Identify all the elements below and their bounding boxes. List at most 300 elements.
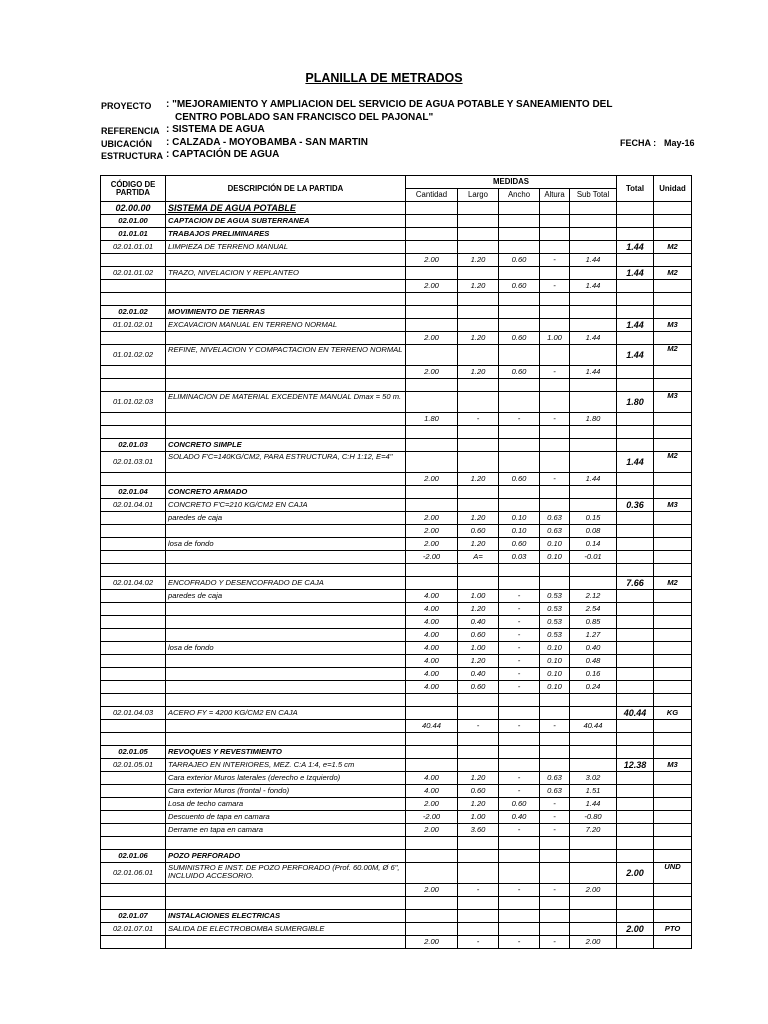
cell-total bbox=[617, 215, 654, 228]
cell-descripcion bbox=[166, 564, 406, 577]
cell-total bbox=[617, 733, 654, 746]
cell-subtotal bbox=[570, 267, 617, 280]
cell-ancho: 0.60 bbox=[499, 473, 540, 486]
cell-codigo bbox=[101, 280, 166, 293]
cell-subtotal: 1.27 bbox=[570, 629, 617, 642]
table-row bbox=[101, 642, 692, 655]
cell-codigo bbox=[101, 694, 166, 707]
cell-unidad bbox=[654, 603, 692, 616]
cell-subtotal bbox=[570, 319, 617, 332]
table-row bbox=[101, 486, 692, 499]
cell-descripcion bbox=[166, 733, 406, 746]
cell-descripcion: ENCOFRADO Y DESENCOFRADO DE CAJA bbox=[166, 577, 406, 590]
cell-cantidad: 2.00 bbox=[406, 280, 458, 293]
cell-cantidad bbox=[406, 392, 458, 413]
cell-largo: 1.20 bbox=[458, 772, 499, 785]
cell-total bbox=[617, 306, 654, 319]
cell-total bbox=[617, 254, 654, 267]
cell-unidad: M2 bbox=[654, 241, 692, 254]
cell-descripcion: TRABAJOS PRELIMINARES bbox=[166, 228, 406, 241]
cell-altura bbox=[540, 228, 570, 241]
header-largo: Largo bbox=[458, 189, 499, 202]
table-row bbox=[101, 379, 692, 392]
cell-ancho bbox=[499, 267, 540, 280]
table-row bbox=[101, 366, 692, 379]
cell-largo bbox=[458, 306, 499, 319]
cell-cantidad bbox=[406, 486, 458, 499]
cell-largo bbox=[458, 694, 499, 707]
cell-cantidad bbox=[406, 850, 458, 863]
cell-subtotal: 0.14 bbox=[570, 538, 617, 551]
cell-cantidad: 4.00 bbox=[406, 772, 458, 785]
cell-unidad: M3 bbox=[654, 759, 692, 772]
cell-codigo bbox=[101, 366, 166, 379]
cell-codigo bbox=[101, 254, 166, 267]
cell-ancho bbox=[499, 319, 540, 332]
cell-cantidad: 4.00 bbox=[406, 616, 458, 629]
cell-unidad bbox=[654, 681, 692, 694]
cell-subtotal: 0.48 bbox=[570, 655, 617, 668]
cell-largo bbox=[458, 215, 499, 228]
cell-largo bbox=[458, 228, 499, 241]
estructura-value: : CAPTACIÓN DE AGUA bbox=[166, 149, 280, 160]
table-row bbox=[101, 551, 692, 564]
cell-total bbox=[617, 746, 654, 759]
cell-unidad bbox=[654, 538, 692, 551]
cell-codigo: 02.00.00 bbox=[101, 202, 166, 215]
cell-altura bbox=[540, 707, 570, 720]
cell-total: 1.44 bbox=[617, 241, 654, 254]
cell-largo: 1.20 bbox=[458, 280, 499, 293]
cell-descripcion: SALIDA DE ELECTROBOMBA SUMERGIBLE bbox=[166, 923, 406, 936]
cell-altura bbox=[540, 486, 570, 499]
cell-cantidad: 2.00 bbox=[406, 884, 458, 897]
cell-largo: 0.60 bbox=[458, 681, 499, 694]
cell-unidad bbox=[654, 439, 692, 452]
cell-descripcion bbox=[166, 254, 406, 267]
cell-subtotal bbox=[570, 426, 617, 439]
header-descripcion: DESCRIPCIÓN DE LA PARTIDA bbox=[166, 176, 406, 202]
cell-subtotal: 2.00 bbox=[570, 936, 617, 949]
cell-total bbox=[617, 551, 654, 564]
cell-ancho: - bbox=[499, 936, 540, 949]
cell-total bbox=[617, 590, 654, 603]
cell-largo: 1.00 bbox=[458, 590, 499, 603]
cell-ancho: 0.10 bbox=[499, 512, 540, 525]
cell-subtotal: 1.44 bbox=[570, 332, 617, 345]
cell-cantidad bbox=[406, 293, 458, 306]
cell-total bbox=[617, 473, 654, 486]
cell-largo bbox=[458, 267, 499, 280]
cell-unidad bbox=[654, 215, 692, 228]
ubicacion-label: UBICACIÓN bbox=[101, 139, 152, 149]
table-row bbox=[101, 923, 692, 936]
header-subtotal: Sub Total bbox=[570, 189, 617, 202]
table-row bbox=[101, 720, 692, 733]
table-row bbox=[101, 254, 692, 267]
cell-codigo bbox=[101, 293, 166, 306]
cell-total bbox=[617, 525, 654, 538]
cell-codigo bbox=[101, 629, 166, 642]
cell-unidad: M2 bbox=[654, 345, 692, 366]
cell-descripcion bbox=[166, 936, 406, 949]
cell-unidad bbox=[654, 564, 692, 577]
cell-subtotal bbox=[570, 345, 617, 366]
cell-cantidad bbox=[406, 694, 458, 707]
cell-cantidad: 4.00 bbox=[406, 629, 458, 642]
cell-subtotal bbox=[570, 392, 617, 413]
table-row bbox=[101, 241, 692, 254]
cell-ancho bbox=[499, 379, 540, 392]
cell-unidad bbox=[654, 473, 692, 486]
cell-codigo bbox=[101, 538, 166, 551]
cell-descripcion: CAPTACION DE AGUA SUBTERRANEA bbox=[166, 215, 406, 228]
cell-altura bbox=[540, 452, 570, 473]
cell-ancho bbox=[499, 707, 540, 720]
table-row bbox=[101, 910, 692, 923]
cell-cantidad bbox=[406, 759, 458, 772]
cell-codigo: 02.01.04.02 bbox=[101, 577, 166, 590]
cell-largo bbox=[458, 910, 499, 923]
cell-codigo: 02.01.06.01 bbox=[101, 863, 166, 884]
cell-largo: 1.20 bbox=[458, 603, 499, 616]
cell-descripcion: SOLADO F'C=140KG/CM2, PARA ESTRUCTURA, C:H 1:12, E=4" bbox=[166, 452, 406, 473]
cell-descripcion: ACERO FY = 4200 KG/CM2 EN CAJA bbox=[166, 707, 406, 720]
cell-cantidad bbox=[406, 897, 458, 910]
table-row bbox=[101, 785, 692, 798]
cell-ancho bbox=[499, 392, 540, 413]
cell-descripcion bbox=[166, 694, 406, 707]
cell-subtotal bbox=[570, 850, 617, 863]
cell-altura: 0.63 bbox=[540, 512, 570, 525]
cell-total bbox=[617, 642, 654, 655]
cell-descripcion: losa de fondo bbox=[166, 642, 406, 655]
cell-total bbox=[617, 332, 654, 345]
cell-cantidad: 4.00 bbox=[406, 590, 458, 603]
cell-codigo: 02.01.05 bbox=[101, 746, 166, 759]
cell-ancho bbox=[499, 228, 540, 241]
cell-total bbox=[617, 366, 654, 379]
cell-ancho bbox=[499, 837, 540, 850]
cell-cantidad: 4.00 bbox=[406, 668, 458, 681]
cell-descripcion: Derrame en tapa en camara bbox=[166, 824, 406, 837]
cell-unidad bbox=[654, 525, 692, 538]
table-row bbox=[101, 655, 692, 668]
cell-unidad bbox=[654, 228, 692, 241]
cell-codigo bbox=[101, 936, 166, 949]
cell-subtotal: 40.44 bbox=[570, 720, 617, 733]
cell-ancho bbox=[499, 306, 540, 319]
cell-descripcion: INSTALACIONES ELECTRICAS bbox=[166, 910, 406, 923]
cell-codigo bbox=[101, 720, 166, 733]
cell-subtotal: 2.12 bbox=[570, 590, 617, 603]
cell-largo: 0.60 bbox=[458, 785, 499, 798]
table-row bbox=[101, 426, 692, 439]
cell-largo: 0.40 bbox=[458, 668, 499, 681]
cell-descripcion: Losa de techo camara bbox=[166, 798, 406, 811]
table-row bbox=[101, 616, 692, 629]
cell-codigo bbox=[101, 824, 166, 837]
cell-codigo bbox=[101, 590, 166, 603]
cell-codigo bbox=[101, 332, 166, 345]
cell-altura bbox=[540, 426, 570, 439]
cell-codigo bbox=[101, 798, 166, 811]
cell-descripcion: MOVIMIENTO DE TIERRAS bbox=[166, 306, 406, 319]
cell-ancho bbox=[499, 897, 540, 910]
cell-descripcion bbox=[166, 332, 406, 345]
cell-unidad: M2 bbox=[654, 452, 692, 473]
cell-largo bbox=[458, 426, 499, 439]
cell-largo: 1.20 bbox=[458, 538, 499, 551]
cell-ancho bbox=[499, 863, 540, 884]
cell-subtotal bbox=[570, 837, 617, 850]
cell-total bbox=[617, 681, 654, 694]
cell-unidad: KG bbox=[654, 707, 692, 720]
cell-unidad bbox=[654, 837, 692, 850]
cell-total: 12.38 bbox=[617, 759, 654, 772]
cell-ancho: 0.03 bbox=[499, 551, 540, 564]
proyecto-value-line1: : "MEJORAMIENTO Y AMPLIACION DEL SERVICIO DE AGUA POTABLE Y SANEAMIENTO DEL bbox=[166, 99, 613, 110]
cell-altura bbox=[540, 499, 570, 512]
cell-largo: - bbox=[458, 936, 499, 949]
cell-cantidad: 2.00 bbox=[406, 512, 458, 525]
cell-descripcion: TRAZO, NIVELACION Y REPLANTEO bbox=[166, 267, 406, 280]
cell-codigo bbox=[101, 785, 166, 798]
cell-subtotal bbox=[570, 923, 617, 936]
cell-ancho: - bbox=[499, 616, 540, 629]
cell-ancho bbox=[499, 486, 540, 499]
cell-altura bbox=[540, 241, 570, 254]
cell-subtotal: 1.80 bbox=[570, 413, 617, 426]
cell-ancho bbox=[499, 850, 540, 863]
cell-unidad bbox=[654, 936, 692, 949]
cell-unidad bbox=[654, 910, 692, 923]
cell-cantidad bbox=[406, 564, 458, 577]
cell-largo: 1.00 bbox=[458, 811, 499, 824]
cell-codigo bbox=[101, 616, 166, 629]
cell-altura bbox=[540, 759, 570, 772]
cell-unidad bbox=[654, 426, 692, 439]
cell-largo: - bbox=[458, 720, 499, 733]
cell-descripcion: CONCRETO SIMPLE bbox=[166, 439, 406, 452]
cell-altura: - bbox=[540, 366, 570, 379]
cell-ancho: - bbox=[499, 668, 540, 681]
cell-largo bbox=[458, 499, 499, 512]
table-row bbox=[101, 577, 692, 590]
cell-unidad bbox=[654, 884, 692, 897]
cell-codigo bbox=[101, 413, 166, 426]
cell-ancho: - bbox=[499, 629, 540, 642]
cell-ancho: - bbox=[499, 785, 540, 798]
cell-codigo bbox=[101, 426, 166, 439]
proyecto-value-line2: CENTRO POBLADO SAN FRANCISCO DEL PAJONAL" bbox=[175, 112, 434, 123]
cell-altura: 1.00 bbox=[540, 332, 570, 345]
cell-largo bbox=[458, 452, 499, 473]
cell-descripcion: SUMINISTRO E INST. DE POZO PERFORADO (Prof. 60.00M, Ø 6", INCLUIDO ACCESORIO. bbox=[166, 863, 406, 884]
cell-altura: 0.53 bbox=[540, 590, 570, 603]
cell-subtotal: 2.54 bbox=[570, 603, 617, 616]
cell-codigo: 01.01.02.02 bbox=[101, 345, 166, 366]
cell-total bbox=[617, 603, 654, 616]
cell-subtotal: 7.20 bbox=[570, 824, 617, 837]
cell-ancho bbox=[499, 577, 540, 590]
cell-codigo bbox=[101, 564, 166, 577]
cell-codigo bbox=[101, 733, 166, 746]
cell-ancho bbox=[499, 293, 540, 306]
cell-descripcion: CONCRETO F'C=210 KG/CM2 EN CAJA bbox=[166, 499, 406, 512]
cell-ancho bbox=[499, 746, 540, 759]
cell-total bbox=[617, 512, 654, 525]
cell-ancho bbox=[499, 694, 540, 707]
cell-ancho: 0.60 bbox=[499, 254, 540, 267]
cell-altura: - bbox=[540, 798, 570, 811]
cell-altura: - bbox=[540, 811, 570, 824]
cell-total bbox=[617, 293, 654, 306]
cell-unidad bbox=[654, 616, 692, 629]
cell-altura: 0.10 bbox=[540, 551, 570, 564]
cell-ancho: - bbox=[499, 413, 540, 426]
cell-cantidad bbox=[406, 863, 458, 884]
cell-descripcion bbox=[166, 720, 406, 733]
cell-descripcion: POZO PERFORADO bbox=[166, 850, 406, 863]
cell-subtotal bbox=[570, 486, 617, 499]
cell-altura: 0.63 bbox=[540, 785, 570, 798]
table-row bbox=[101, 863, 692, 884]
cell-descripcion bbox=[166, 655, 406, 668]
cell-subtotal bbox=[570, 759, 617, 772]
cell-altura bbox=[540, 733, 570, 746]
page-title: PLANILLA DE METRADOS bbox=[305, 71, 463, 85]
cell-total bbox=[617, 811, 654, 824]
cell-largo bbox=[458, 345, 499, 366]
cell-codigo: 02.01.04.01 bbox=[101, 499, 166, 512]
estructura-label: ESTRUCTURA bbox=[101, 151, 163, 161]
table-row bbox=[101, 280, 692, 293]
cell-codigo bbox=[101, 473, 166, 486]
cell-ancho: 0.60 bbox=[499, 366, 540, 379]
header-altura: Altura bbox=[540, 189, 570, 202]
cell-total bbox=[617, 668, 654, 681]
table-row bbox=[101, 332, 692, 345]
cell-total bbox=[617, 538, 654, 551]
cell-altura: 0.10 bbox=[540, 642, 570, 655]
cell-codigo: 02.01.07.01 bbox=[101, 923, 166, 936]
cell-descripcion bbox=[166, 525, 406, 538]
cell-cantidad bbox=[406, 923, 458, 936]
cell-cantidad bbox=[406, 746, 458, 759]
cell-largo bbox=[458, 486, 499, 499]
cell-codigo: 02.01.06 bbox=[101, 850, 166, 863]
cell-subtotal bbox=[570, 863, 617, 884]
cell-largo bbox=[458, 202, 499, 215]
cell-altura: 0.53 bbox=[540, 616, 570, 629]
cell-ancho: - bbox=[499, 590, 540, 603]
cell-ancho: - bbox=[499, 884, 540, 897]
cell-cantidad: 40.44 bbox=[406, 720, 458, 733]
cell-subtotal bbox=[570, 564, 617, 577]
cell-subtotal bbox=[570, 293, 617, 306]
cell-unidad bbox=[654, 366, 692, 379]
ubicacion-value: : CALZADA - MOYOBAMBA - SAN MARTIN bbox=[166, 137, 369, 148]
cell-largo bbox=[458, 439, 499, 452]
cell-total: 1.44 bbox=[617, 267, 654, 280]
cell-subtotal bbox=[570, 499, 617, 512]
cell-ancho: 0.60 bbox=[499, 538, 540, 551]
cell-altura bbox=[540, 564, 570, 577]
cell-total bbox=[617, 897, 654, 910]
cell-largo: 1.20 bbox=[458, 512, 499, 525]
table-row bbox=[101, 837, 692, 850]
cell-ancho bbox=[499, 426, 540, 439]
cell-largo: - bbox=[458, 413, 499, 426]
cell-cantidad: 4.00 bbox=[406, 642, 458, 655]
cell-largo: 1.20 bbox=[458, 655, 499, 668]
cell-subtotal bbox=[570, 910, 617, 923]
cell-altura: 0.53 bbox=[540, 629, 570, 642]
cell-ancho: 0.60 bbox=[499, 798, 540, 811]
cell-cantidad bbox=[406, 215, 458, 228]
cell-codigo: 02.01.04.03 bbox=[101, 707, 166, 720]
cell-unidad bbox=[654, 413, 692, 426]
cell-largo bbox=[458, 392, 499, 413]
cell-total bbox=[617, 426, 654, 439]
cell-largo: 1.20 bbox=[458, 366, 499, 379]
cell-codigo bbox=[101, 897, 166, 910]
cell-subtotal bbox=[570, 897, 617, 910]
cell-subtotal bbox=[570, 228, 617, 241]
cell-unidad bbox=[654, 202, 692, 215]
cell-descripcion: Cara exterior Muros (frontal - fondo) bbox=[166, 785, 406, 798]
cell-subtotal: 0.16 bbox=[570, 668, 617, 681]
cell-cantidad bbox=[406, 228, 458, 241]
cell-cantidad: 2.00 bbox=[406, 254, 458, 267]
cell-cantidad bbox=[406, 837, 458, 850]
cell-ancho: - bbox=[499, 720, 540, 733]
cell-total bbox=[617, 785, 654, 798]
cell-descripcion bbox=[166, 629, 406, 642]
cell-altura bbox=[540, 897, 570, 910]
cell-descripcion: ELIMINACION DE MATERIAL EXCEDENTE MANUAL Dmax = 50 m. bbox=[166, 392, 406, 413]
cell-unidad bbox=[654, 897, 692, 910]
cell-subtotal bbox=[570, 306, 617, 319]
cell-subtotal: -0.01 bbox=[570, 551, 617, 564]
cell-altura: - bbox=[540, 473, 570, 486]
cell-altura bbox=[540, 850, 570, 863]
cell-total bbox=[617, 379, 654, 392]
cell-altura bbox=[540, 577, 570, 590]
cell-subtotal bbox=[570, 379, 617, 392]
cell-total bbox=[617, 884, 654, 897]
table-row bbox=[101, 746, 692, 759]
cell-subtotal: 2.00 bbox=[570, 884, 617, 897]
cell-largo: 0.60 bbox=[458, 629, 499, 642]
cell-subtotal: 1.44 bbox=[570, 280, 617, 293]
cell-codigo bbox=[101, 379, 166, 392]
cell-altura: 0.10 bbox=[540, 655, 570, 668]
cell-largo: 3.60 bbox=[458, 824, 499, 837]
cell-cantidad bbox=[406, 910, 458, 923]
cell-subtotal bbox=[570, 746, 617, 759]
cell-altura bbox=[540, 863, 570, 884]
cell-cantidad: -2.00 bbox=[406, 811, 458, 824]
cell-subtotal bbox=[570, 733, 617, 746]
cell-codigo bbox=[101, 837, 166, 850]
cell-descripcion: paredes de caja bbox=[166, 590, 406, 603]
header-total: Total bbox=[617, 176, 654, 202]
cell-largo bbox=[458, 746, 499, 759]
cell-codigo: 02.01.05.01 bbox=[101, 759, 166, 772]
cell-total bbox=[617, 837, 654, 850]
